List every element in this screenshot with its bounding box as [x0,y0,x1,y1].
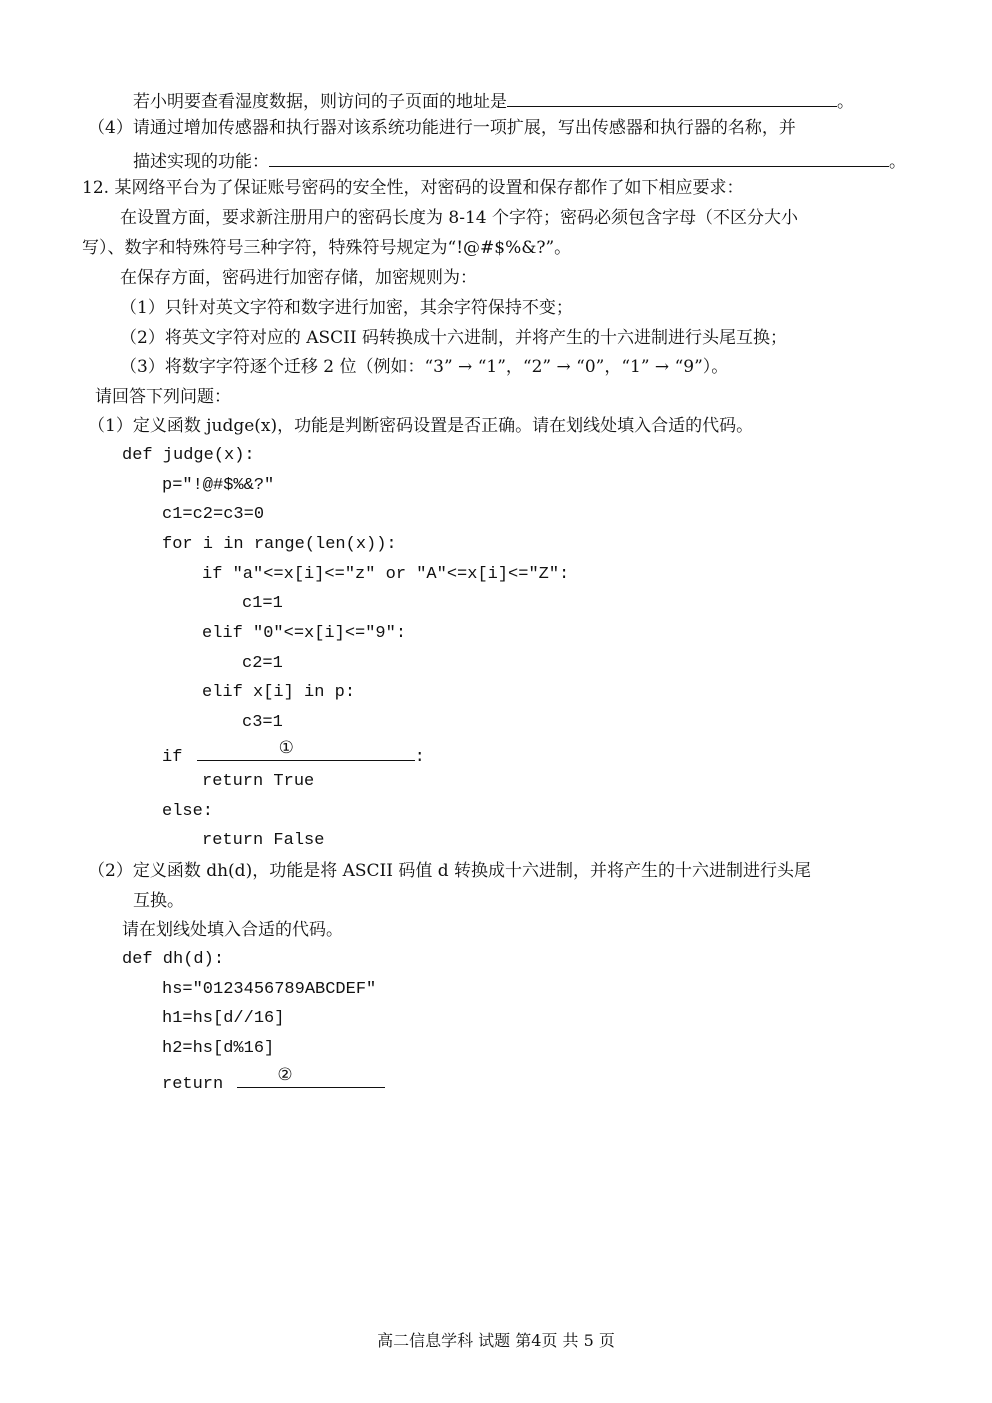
q11-continuation-line [133,86,854,114]
code-line: return False [202,831,325,850]
page-footer: 高二信息学科 试题 第4页 共 5 页 [377,1331,615,1350]
return-keyword: return [162,1075,224,1094]
q12-saving: 在保存方面，密码进行加密存储，加密规则为： [120,268,477,288]
q12-setting-line1: 在设置方面，要求新注册用户的密码长度为 8-14 个字符；密码必须包含字母（不区分大小 [120,208,798,228]
q12-answer-prompt: 请回答下列问题： [95,387,231,407]
code-line: c3=1 [242,713,283,732]
code-line: def dh(d): [122,950,225,969]
code-line: c2=1 [242,654,283,673]
code-line: h2=hs[d%16] [162,1039,275,1058]
code-line: c1=1 [242,594,283,613]
q12-rule3: （3）将数字字符逐个迁移 2 位（例如：“3” → “1”，“2” → “0”，“1” → “9”）。 [120,357,729,377]
q12-sub2-line3: 请在划线处填入合适的代码。 [122,920,343,940]
q12-rule1: （1）只针对英文字符和数字进行加密，其余字符保持不变； [120,298,573,318]
answer-blank-1[interactable] [197,740,415,761]
q12-sub2-line2: 互换。 [133,891,184,911]
q11-cont-text: 若小明要查看湿度数据，则访问的子页面的地址是 [133,92,507,112]
code-line: elif x[i] in p: [202,683,356,702]
q11-part4-text: 描述实现的功能： [133,152,269,172]
q11-part4-line1: （4）请通过增加传感器和执行器对该系统功能进行一项扩展，写出传感器和执行器的名称，并 [88,118,796,138]
period: 。 [889,152,906,172]
code-line: p="!@#$%&?" [162,476,275,495]
code-line: h1=hs[d//16] [162,1009,285,1028]
q12-intro: 12. 某网络平台为了保证账号密码的安全性，对密码的设置和保存都作了如下相应要求： [82,178,744,198]
code-line: if "a"<=x[i]<="z" or "A"<=x[i]<="Z": [202,565,570,584]
code-line: c1=c2=c3=0 [162,505,265,524]
q11-part4-line2 [133,146,906,174]
q12-sub2-line1: （2）定义函数 dh(d)，功能是将 ASCII 码值 d 转换成十六进制，并将产生的十六进制进行头尾 [88,861,812,881]
code-line-blank1 [162,740,425,770]
q12-sub1-text: （1）定义函数 judge(x)，功能是判断密码设置是否正确。请在划线处填入合适的代码。 [88,416,754,436]
q12-rule2: （2）将英文字符对应的 ASCII 码转换成十六进制，并将产生的十六进制进行头尾互换； [120,328,787,348]
colon: : [414,748,425,767]
code-line: else: [162,802,214,821]
code-line: for i in range(len(x)): [162,535,397,554]
code-line: return True [202,772,315,791]
answer-blank[interactable] [507,86,837,107]
code-line: elif "0"<=x[i]<="9": [202,624,407,643]
q12-setting-line2: 写）、数字和特殊符号三种字符，特殊符号规定为“!@#$%&?”。 [82,238,572,258]
code-line: def judge(x): [122,446,255,465]
code-line-blank2 [162,1067,385,1097]
blank-number-2: ② [277,1067,293,1086]
answer-blank-2[interactable] [237,1067,385,1088]
blank-number-1: ① [278,740,294,759]
if-keyword: if [162,748,183,767]
period: 。 [837,92,854,112]
code-line: hs="0123456789ABCDEF" [162,980,377,999]
answer-blank[interactable] [269,146,889,167]
